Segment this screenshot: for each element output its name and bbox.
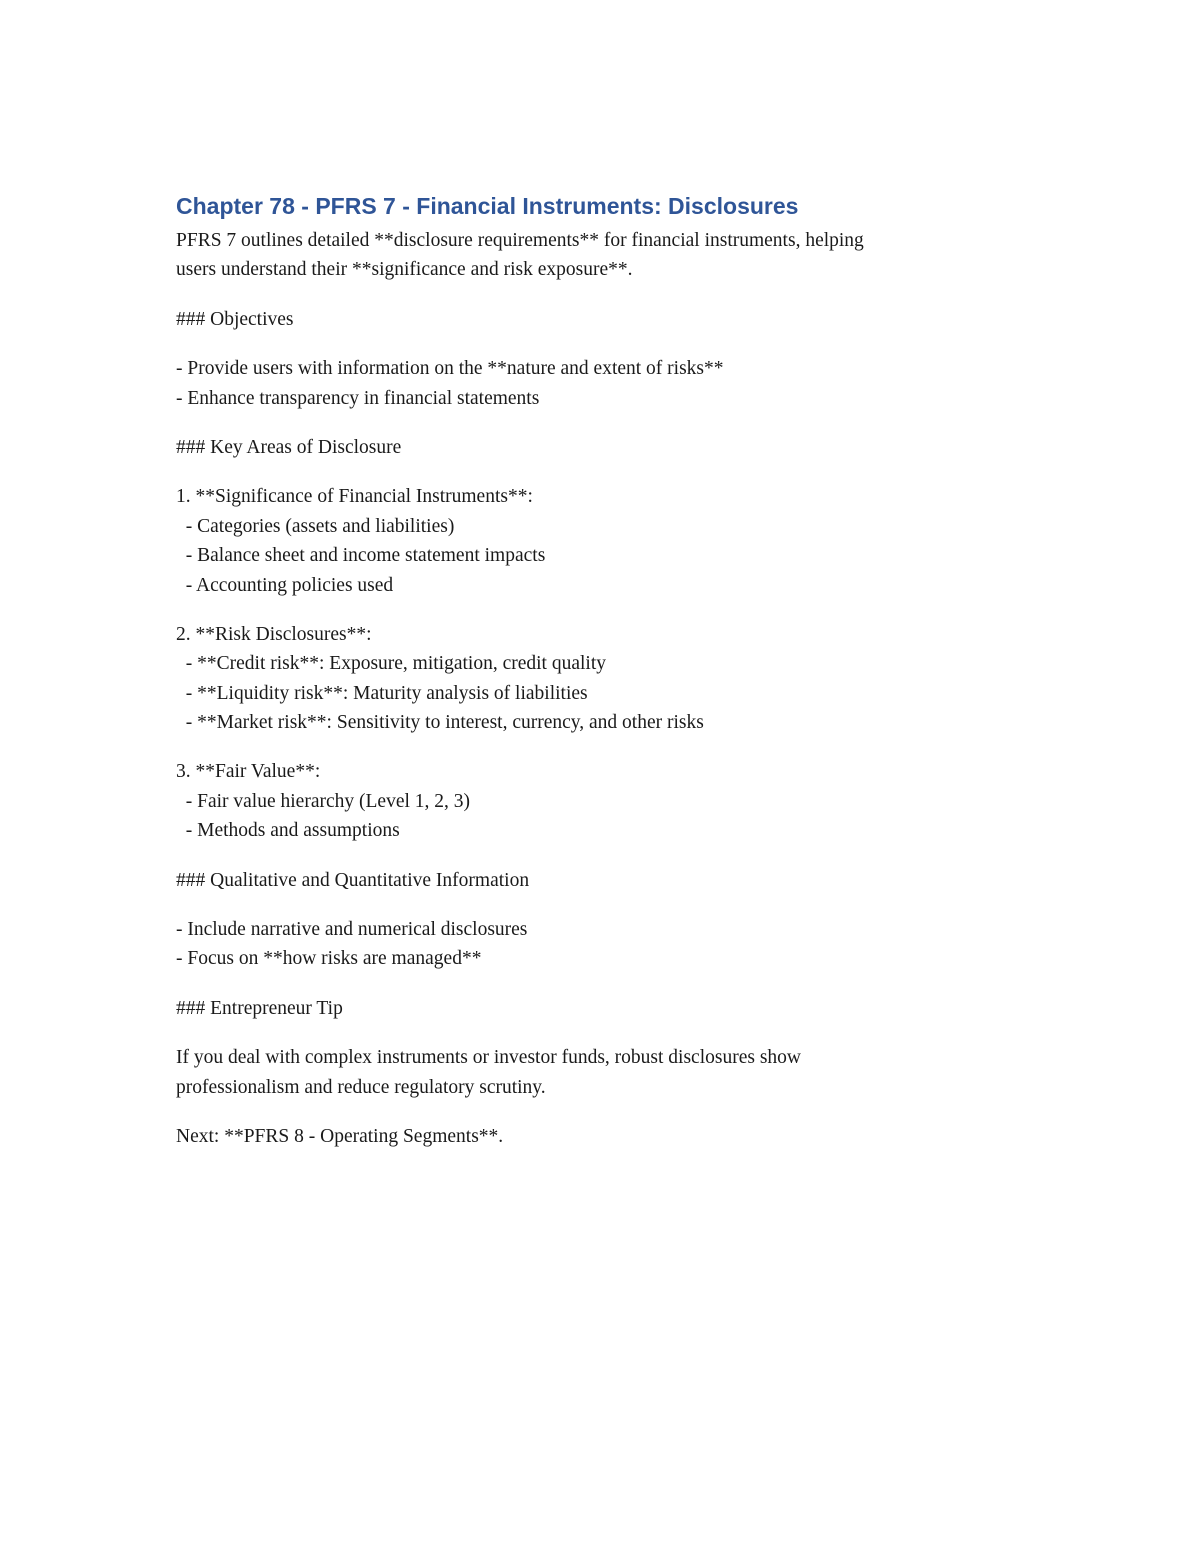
qualitative-list — [176, 915, 1056, 974]
text-line: - **Liquidity risk**: Maturity analysis of liabilities — [176, 682, 588, 704]
text-line: - Balance sheet and income statement impacts — [176, 545, 546, 567]
text-line: - Enhance transparency in financial statements — [176, 387, 540, 409]
text-line: ### Entrepreneur Tip — [176, 997, 343, 1019]
objectives-heading — [176, 305, 1056, 334]
fair-value-list — [176, 757, 1056, 845]
intro-paragraph — [176, 226, 1056, 285]
objectives-list — [176, 354, 1056, 413]
risk-disclosures-list — [176, 620, 1056, 738]
text-line: ### Objectives — [176, 308, 294, 330]
text-line: - Fair value hierarchy (Level 1, 2, 3) — [176, 790, 471, 812]
entrepreneur-tip-heading — [176, 994, 1056, 1023]
significance-list — [176, 482, 1056, 600]
text-line: 1. **Significance of Financial Instruments**: — [176, 486, 533, 508]
text-line: Next: **PFRS 8 - Operating Segments**. — [176, 1125, 504, 1147]
text-line: professionalism and reduce regulatory scrutiny. — [176, 1076, 546, 1098]
text-line: ### Key Areas of Disclosure — [176, 436, 402, 458]
text-line: - Methods and assumptions — [176, 820, 400, 842]
qualitative-heading — [176, 866, 1056, 895]
text-line: - Focus on **how risks are managed** — [176, 948, 482, 970]
text-line: 2. **Risk Disclosures**: — [176, 623, 372, 645]
text-line: - Provide users with information on the **nature and extent of risks** — [176, 358, 724, 380]
text-line: PFRS 7 outlines detailed **disclosure requirements** for financial instruments, helping — [176, 230, 864, 251]
text-line: If you deal with complex instruments or investor funds, robust disclosures show — [176, 1047, 801, 1069]
text-line: users understand their **significance and risk exposure**. — [176, 259, 633, 281]
text-line: ### Qualitative and Quantitative Information — [176, 869, 530, 891]
text-line: 3. **Fair Value**: — [176, 761, 321, 783]
chapter-title: Chapter 78 - PFRS 7 - Financial Instruments: Disclosures — [176, 193, 799, 219]
text-line: - Include narrative and numerical disclosures — [176, 919, 528, 941]
document-body — [176, 226, 1056, 1171]
text-line: - Categories (assets and liabilities) — [176, 515, 455, 537]
entrepreneur-tip-paragraph — [176, 1043, 1056, 1102]
key-areas-heading — [176, 433, 1056, 462]
text-line: - **Market risk**: Sensitivity to interest, currency, and other risks — [176, 712, 704, 734]
next-chapter-paragraph — [176, 1122, 1056, 1151]
text-line: - Accounting policies used — [176, 574, 394, 596]
text-line: - **Credit risk**: Exposure, mitigation, credit quality — [176, 653, 607, 675]
